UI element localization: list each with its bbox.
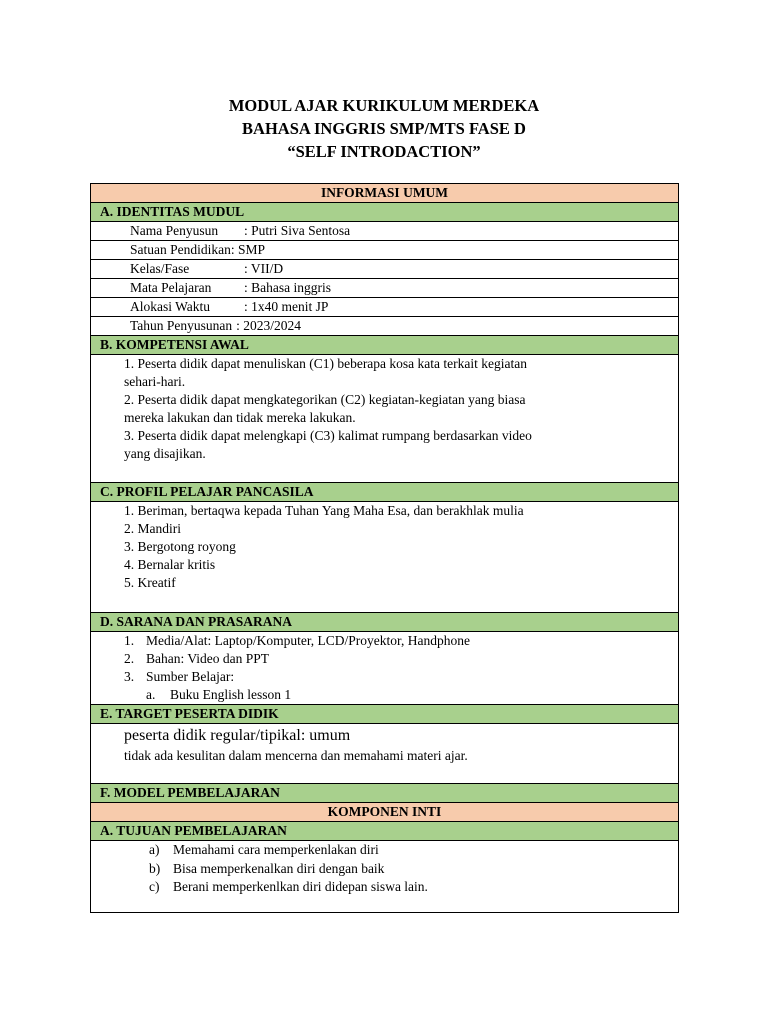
kompetensi-line: sehari-hari. [124, 374, 186, 389]
identitas-row [91, 241, 679, 260]
identitas-label: Tahun Penyusunan [130, 318, 233, 333]
identitas-label: Alokasi Waktu [130, 299, 211, 314]
identitas-value: : 2023/2024 [236, 318, 302, 333]
tujuan-item [149, 841, 678, 860]
document-title [0, 94, 768, 163]
identitas-row [91, 222, 679, 241]
title-line-1: MODUL AJAR KURIKULUM MERDEKA [228, 96, 540, 115]
tujuan-item [149, 860, 678, 879]
tujuan-number: c) [149, 879, 160, 894]
identitas-heading: A. IDENTITAS MUDUL [91, 203, 679, 222]
kompetensi-line: 2. Peserta didik dapat mengkategorikan (C2) kegiatan-kegiatan yang biasa [124, 392, 526, 407]
sarana-item [124, 668, 678, 686]
komponen-inti-header: KOMPONEN INTI [91, 803, 679, 822]
profil-item: 2. Mandiri [124, 521, 181, 536]
profil-heading: C. PROFIL PELAJAR PANCASILA [91, 483, 679, 502]
target-line-2: tidak ada kesulitan dalam mencerna dan memahami materi ajar. [124, 748, 468, 763]
identitas-row [91, 260, 679, 279]
tujuan-text: Memahami cara memperkenlakan diri [173, 842, 379, 857]
tujuan-number: a) [149, 842, 160, 857]
identitas-row [91, 279, 679, 298]
sarana-subitem [124, 686, 678, 704]
identitas-value: : Putri Siva Sentosa [244, 223, 351, 238]
sarana-text: Media/Alat: Laptop/Komputer, LCD/Proyektor, Handphone [146, 633, 470, 648]
kompetensi-line: 3. Peserta didik dapat melengkapi (C3) kalimat rumpang berdasarkan video [124, 428, 532, 443]
profil-content [91, 502, 679, 613]
kompetensi-line: mereka lakukan dan tidak mereka lakukan. [124, 410, 356, 425]
identitas-row [91, 298, 679, 317]
sarana-number: 3. [124, 669, 135, 684]
identitas-label: Satuan Pendidikan [130, 242, 231, 257]
kompetensi-line: 1. Peserta didik dapat menuliskan (C1) beberapa kosa kata terkait kegiatan [124, 356, 527, 371]
informasi-umum-header: INFORMASI UMUM [91, 184, 679, 203]
sarana-number: 1. [124, 633, 135, 648]
title-line-3: “SELF INTRODACTION” [287, 142, 481, 161]
target-heading: E. TARGET PESERTA DIDIK [91, 705, 679, 724]
identitas-label: Kelas/Fase [130, 261, 190, 276]
target-content [91, 724, 679, 784]
identitas-row [91, 317, 679, 336]
tujuan-number: b) [149, 860, 161, 876]
sarana-number: 2. [124, 651, 135, 666]
profil-item: 1. Beriman, bertaqwa kepada Tuhan Yang Maha Esa, dan berakhlak mulia [124, 503, 524, 518]
tujuan-content [91, 841, 679, 913]
tujuan-item [149, 878, 678, 897]
profil-item: 4. Bernalar kritis [124, 557, 216, 572]
kompetensi-line: yang disajikan. [124, 446, 206, 461]
tujuan-heading: A. TUJUAN PEMBELAJARAN [91, 822, 679, 841]
sarana-heading: D. SARANA DAN PRASARANA [91, 613, 679, 632]
tujuan-text: Berani memperkenlkan diri didepan siswa lain. [173, 879, 428, 894]
identitas-value: : 1x40 menit JP [244, 299, 329, 314]
sarana-sub-number: a. [146, 687, 156, 702]
kompetensi-heading: B. KOMPETENSI AWAL [91, 336, 679, 355]
sarana-text: Bahan: Video dan PPT [146, 651, 270, 666]
target-line-1: peserta didik regular/tipikal: umum [124, 727, 351, 744]
profil-item: 3. Bergotong royong [124, 539, 236, 554]
identitas-value: : VII/D [244, 261, 284, 276]
identitas-value: : Bahasa inggris [244, 280, 331, 295]
identitas-label: Nama Penyusun [130, 223, 219, 238]
identitas-value: : SMP [230, 242, 266, 257]
sarana-text: Sumber Belajar: [146, 669, 235, 684]
sarana-content [91, 632, 679, 705]
profil-item: 5. Kreatif [124, 575, 176, 590]
title-line-2: BAHASA INGGRIS SMP/MTS FASE D [242, 119, 526, 138]
sarana-sub-text: Buku English lesson 1 [170, 687, 292, 702]
sarana-item [124, 650, 678, 668]
kompetensi-content [91, 355, 679, 483]
sarana-item [124, 632, 678, 650]
identitas-label: Mata Pelajaran [130, 280, 212, 295]
tujuan-text: Bisa memperkenalkan diri dengan baik [173, 860, 385, 876]
module-table [90, 183, 679, 913]
model-heading: F. MODEL PEMBELAJARAN [91, 784, 679, 803]
